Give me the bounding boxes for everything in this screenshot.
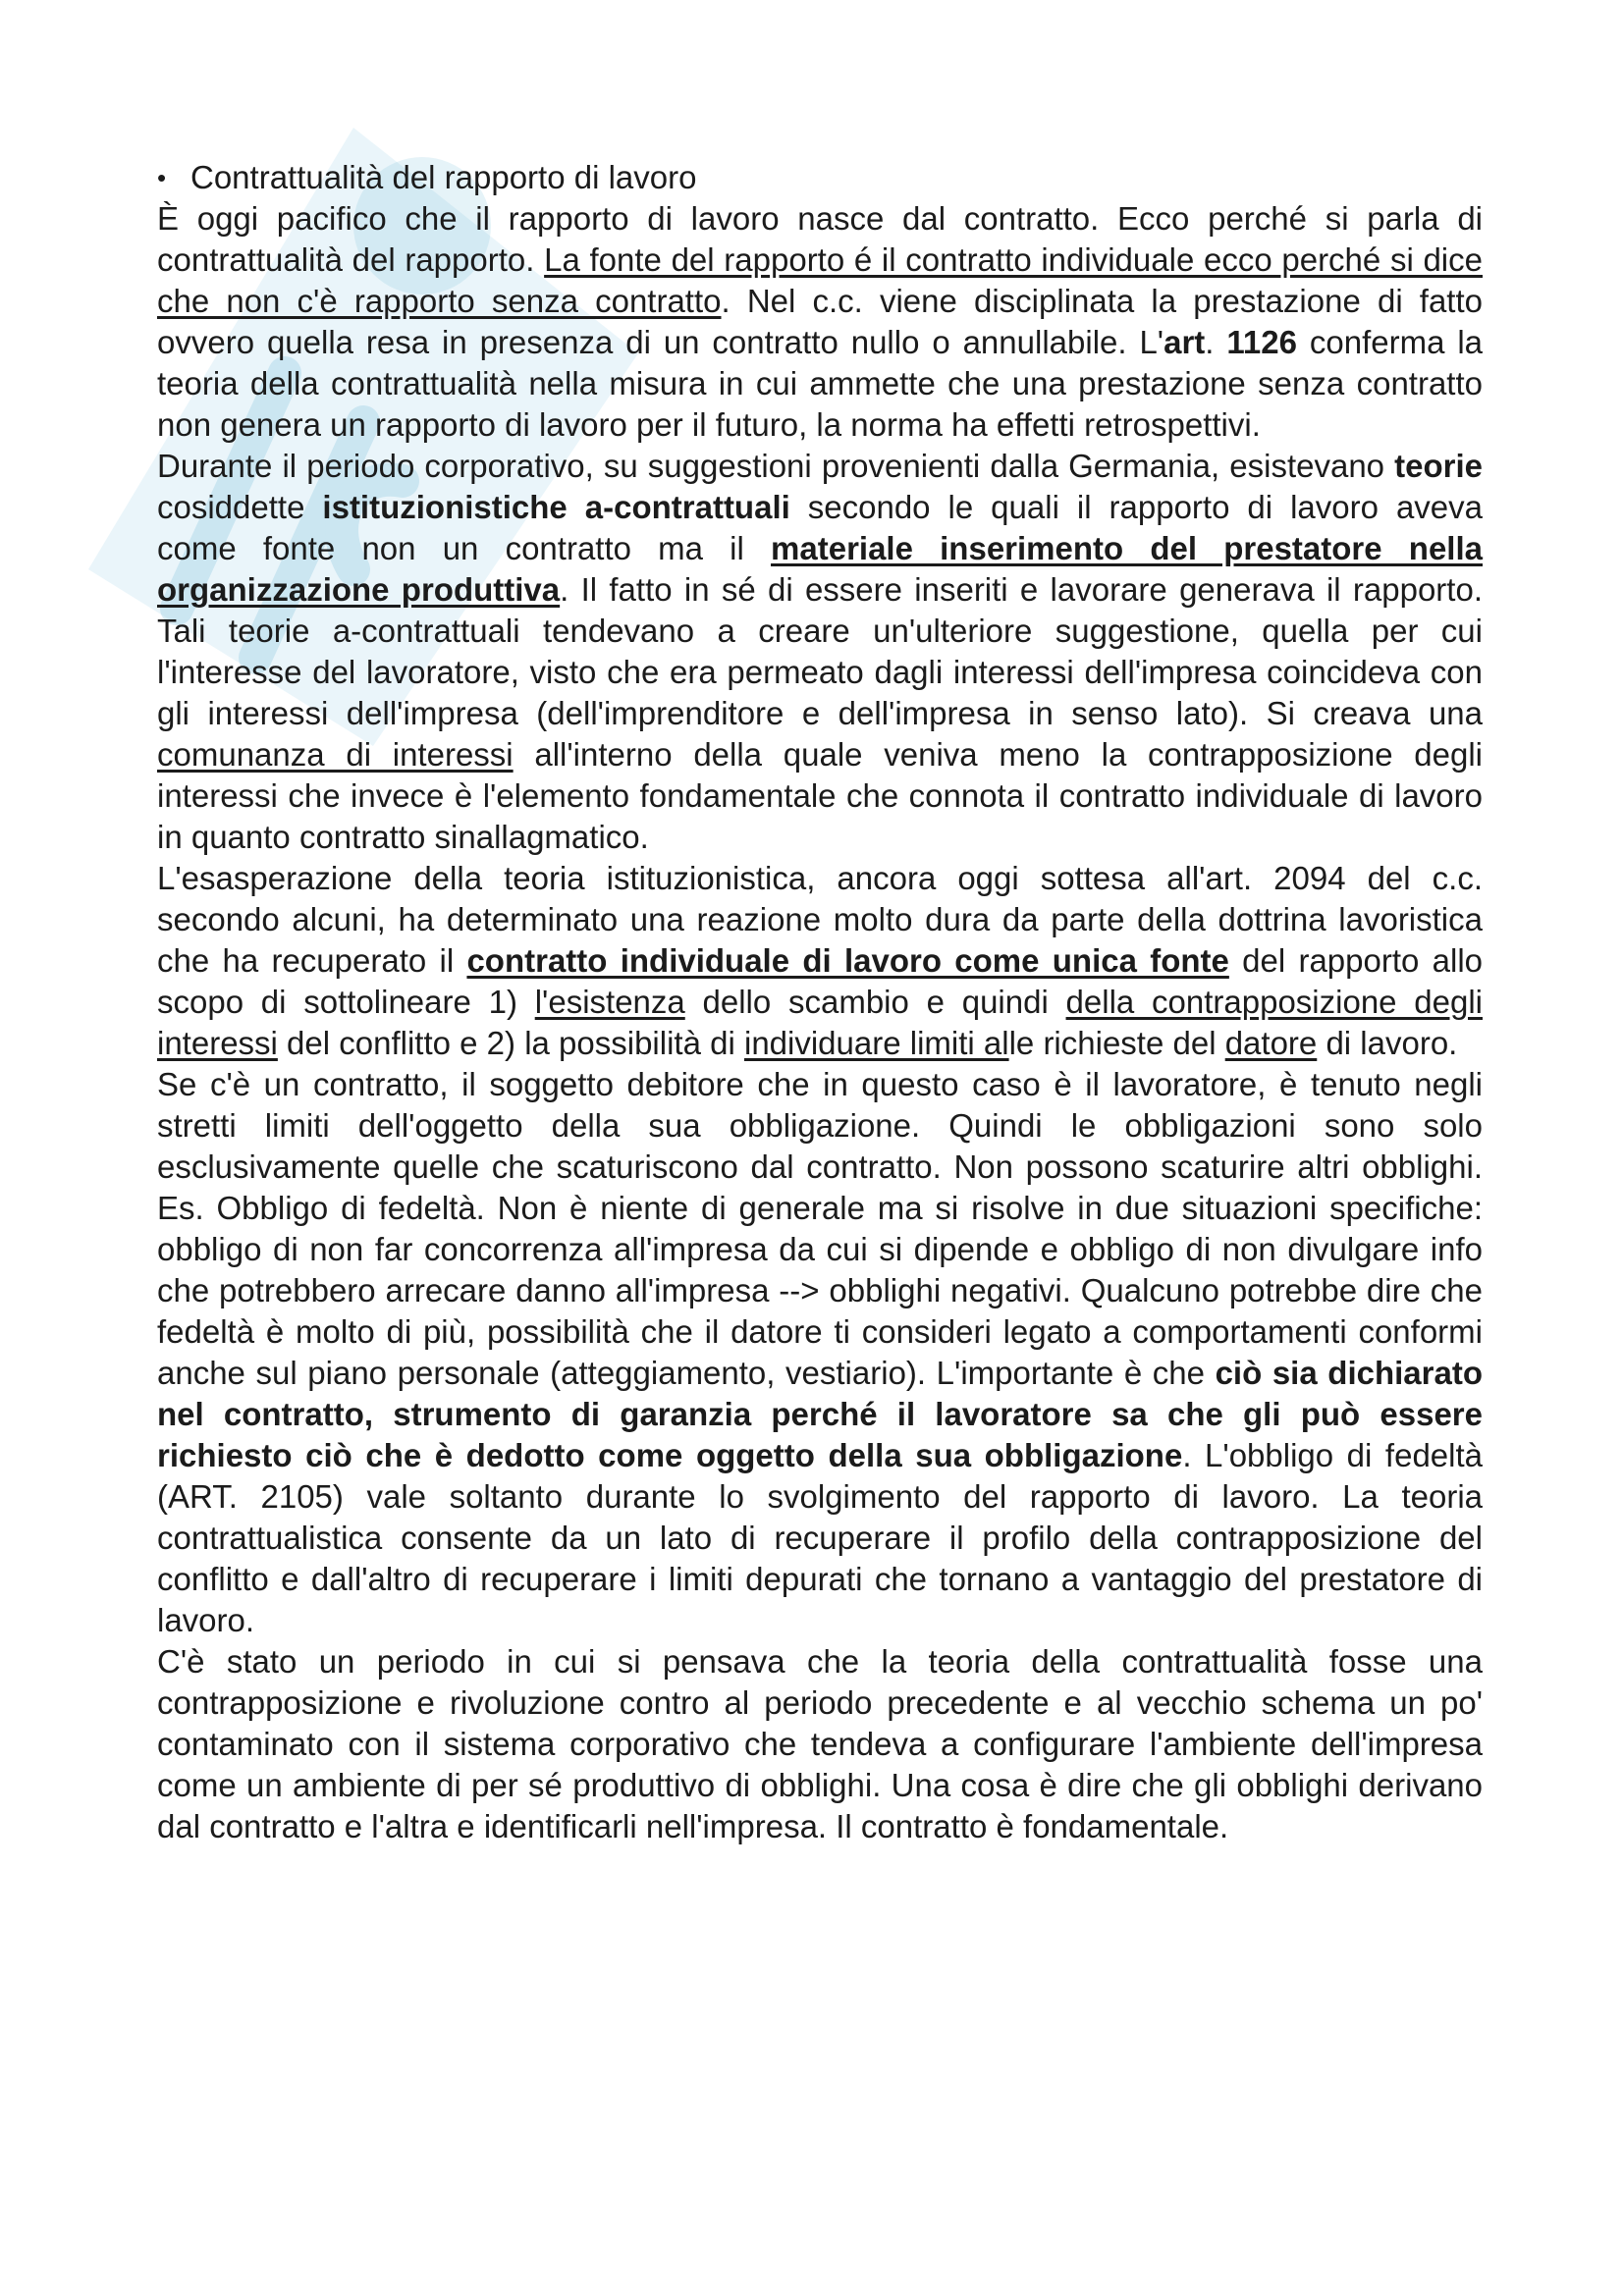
heading-text: Contrattualità del rapporto di lavoro xyxy=(190,159,697,195)
bullet-icon: • xyxy=(157,163,167,192)
paragraph-2: Durante il periodo corporativo, su suggestioni provenienti dalla Germania, esistevano teorie cosiddette istituzionistiche a-contrattuali secondo le quali il rapporto di lavoro aveva come fonte non un contratto ma il materiale inserimento del prestatore nella organizzazione produttiva. Il fatto in sé di essere inseriti e lavorare generava il rapporto. Tali teorie a-contrattuali tendevano a creare un'ulteriore suggestione, quella per cui l'interesse del lavoratore, visto che era permeato dagli interessi dell'impresa coincideva con gli interessi dell'impresa (dell'imprenditore e dell'impresa in senso lato). Si creava una comunanza di interessi all'interno della quale veniva meno la contrapposizione degli interessi che invece è l'elemento fondamentale che connota il contratto individuale di lavoro in quanto contratto sinallagmatico. xyxy=(157,448,1484,855)
document-body xyxy=(157,157,1483,1847)
paragraph-3: L'esasperazione della teoria istituzionistica, ancora oggi sottesa all'art. 2094 del c.c. secondo alcuni, ha determinato una reazione molto dura da parte della dottrina lavoristica che ha recuperato il contratto individuale di lavoro come unica fonte del rapporto allo scopo di sottolineare 1) l'esistenza dello scambio e quindi della contrapposizione degli interessi del conflitto e 2) la possibilità di individuare limiti alle richieste del datore di lavoro. xyxy=(157,860,1484,1061)
paragraph-4: Se c'è un contratto, il soggetto debitore che in questo caso è il lavoratore, è tenuto negli stretti limiti dell'oggetto della sua obbligazione. Quindi le obbligazioni sono solo esclusivamente quelle che scaturiscono dal contratto. Non possono scaturire altri obblighi. Es. Obbligo di fedeltà. Non è niente di generale ma si risolve in due situazioni specifiche: obbligo di non far concorrenza all'impresa da cui si dipende e obbligo di non divulgare info che potrebbero arrecare danno all'impresa --> obblighi negativi. Qualcuno potrebbe dire che fedeltà è molto di più, possibilità che il datore ti consideri legato a comportamenti conformi anche sul piano personale (atteggiamento, vestiario). L'importante è che ciò sia dichiarato nel contratto, strumento di garanzia perché il lavoratore sa che gli può essere richiesto ciò che è dedotto come oggetto della sua obbligazione. L'obbligo di fedeltà (ART. 2105) vale soltanto durante lo svolgimento del rapporto di lavoro. La teoria contrattualistica consente da un lato di recuperare il profilo della contrapposizione del conflitto e dall'altro di recuperare i limiti depurati che tornano a vantaggio del prestatore di lavoro. xyxy=(157,1066,1483,1638)
section-heading xyxy=(157,157,1483,198)
paragraph-5: C'è stato un periodo in cui si pensava che la teoria della contrattualità fosse una contrapposizione e rivoluzione contro al periodo precedente e al vecchio schema un po' contaminato con il sistema corporativo che tendeva a configurare l'ambiente dell'impresa come un ambiente di per sé produttivo di obblighi. Una cosa è dire che gli obblighi derivano dal contratto e l'altra e identificarli nell'impresa. Il contratto è fondamentale. xyxy=(157,1643,1483,1844)
paragraph-1: È oggi pacifico che il rapporto di lavoro nasce dal contratto. Ecco perché si parla di contrattualità del rapporto. La fonte del rapporto é il contratto individuale ecco perché si dice che non c'è rapporto senza contratto. Nel c.c. viene disciplinata la prestazione di fatto ovvero quella resa in presenza di un contratto nullo o annullabile. L'art. 1126 conferma la teoria della contrattualità nella misura in cui ammette che una prestazione senza contratto non genera un rapporto di lavoro per il futuro, la norma ha effetti retrospettivi. xyxy=(157,200,1484,443)
